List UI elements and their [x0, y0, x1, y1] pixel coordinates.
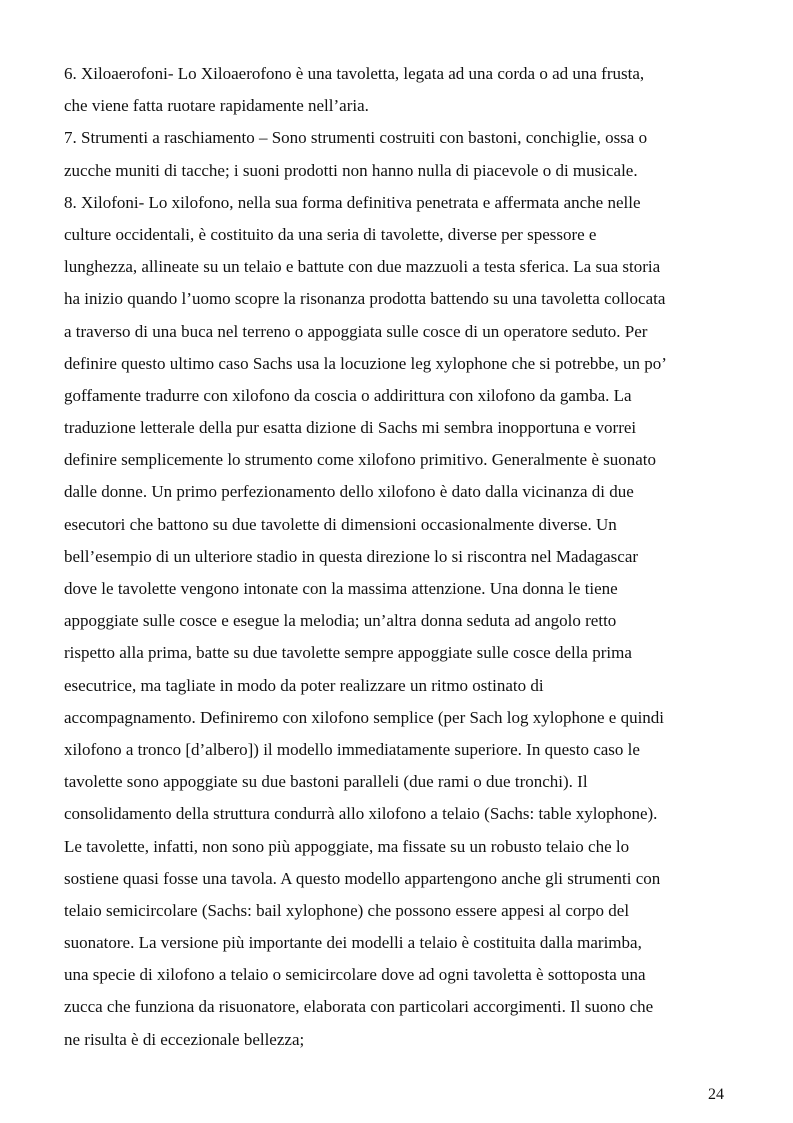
- text-line: lunghezza, allineate su un telaio e battute con due mazzuoli a testa sferica. La sua storia: [64, 257, 661, 277]
- text-line: culture occidentali, è costituito da una seria di tavolette, diverse per spessore e: [64, 224, 597, 244]
- text-line: tavolette sono appoggiate su due bastoni paralleli (due rami o due tronchi). Il: [64, 772, 588, 792]
- text-line: una specie di xilofono a telaio o semicircolare dove ad ogni tavoletta è sottoposta una: [64, 965, 646, 985]
- text-line: rispetto alla prima, batte su due tavolette sempre appoggiate sulle cosce della prima: [64, 643, 632, 663]
- document-body: [64, 58, 744, 1056]
- text-line: 7. Strumenti a raschiamento – Sono strumenti costruiti con bastoni, conchiglie, ossa o: [64, 128, 648, 148]
- text-line: suonatore. La versione più importante dei modelli a telaio è costituita dalla marimba,: [64, 933, 642, 953]
- text-line: sostiene quasi fosse una tavola. A questo modello appartengono anche gli strumenti con: [64, 868, 661, 888]
- text-line: telaio semicircolare (Sachs: bail xylophone) che possono essere appesi al corpo del: [64, 900, 630, 920]
- text-line: traduzione letterale della pur esatta dizione di Sachs mi sembra inopportuna e vorrei: [64, 418, 637, 438]
- text-line: 8. Xilofoni- Lo xilofono, nella sua forma definitiva penetrata e affermata anche nelle: [64, 192, 641, 212]
- text-line: appoggiate sulle cosce e esegue la melodia; un’altra donna seduta ad angolo retto: [64, 611, 617, 631]
- text-line: che viene fatta ruotare rapidamente nell’aria.: [64, 96, 369, 116]
- text-line: esecutrice, ma tagliate in modo da poter realizzare un ritmo ostinato di: [64, 675, 544, 695]
- text-line: consolidamento della struttura condurrà allo xilofono a telaio (Sachs: table xylophone).: [64, 804, 658, 824]
- page-number: 24: [708, 1086, 724, 1103]
- text-line: goffamente tradurre con xilofono da coscia o addirittura con xilofono da gamba. La: [64, 385, 632, 405]
- text-line: dalle donne. Un primo perfezionamento dello xilofono è dato dalla vicinanza di due: [64, 482, 634, 502]
- text-line: definire semplicemente lo strumento come xilofono primitivo. Generalmente è suonato: [64, 450, 656, 470]
- text-line: zucche muniti di tacche; i suoni prodotti non hanno nulla di piacevole o di musicale.: [64, 160, 638, 180]
- text-line: dove le tavolette vengono intonate con la massima attenzione. Una donna le tiene: [64, 579, 618, 598]
- text-line: bell’esempio di un ulteriore stadio in questa direzione lo si riscontra nel Madagascar: [64, 546, 639, 566]
- text-line: 6. Xiloaerofoni- Lo Xiloaerofono è una tavoletta, legata ad una corda o ad una frusta,: [64, 64, 645, 83]
- text-line: a traverso di una buca nel terreno o appoggiata sulle cosce di un operatore seduto. Per: [64, 321, 648, 341]
- text-line: ne risulta è di eccezionale bellezza;: [64, 1029, 305, 1049]
- text-line: accompagnamento. Definiremo con xilofono semplice (per Sach log xylophone e quindi: [64, 707, 665, 727]
- text-line: esecutori che battono su due tavolette di dimensioni occasionalmente diverse. Un: [64, 514, 617, 534]
- text-line: xilofono a tronco [d’albero]) il modello immediatamente superiore. In questo caso le: [64, 739, 640, 759]
- text-line: definire questo ultimo caso Sachs usa la locuzione leg xylophone che si potrebbe, un po’: [64, 353, 667, 373]
- text-line: Le tavolette, infatti, non sono più appoggiate, ma fissate su un robusto telaio che lo: [64, 836, 630, 856]
- text-line: ha inizio quando l’uomo scopre la risonanza prodotta battendo su una tavoletta collocata: [64, 289, 666, 309]
- text-line: zucca che funziona da risuonatore, elaborata con particolari accorgimenti. Il suono che: [64, 997, 654, 1017]
